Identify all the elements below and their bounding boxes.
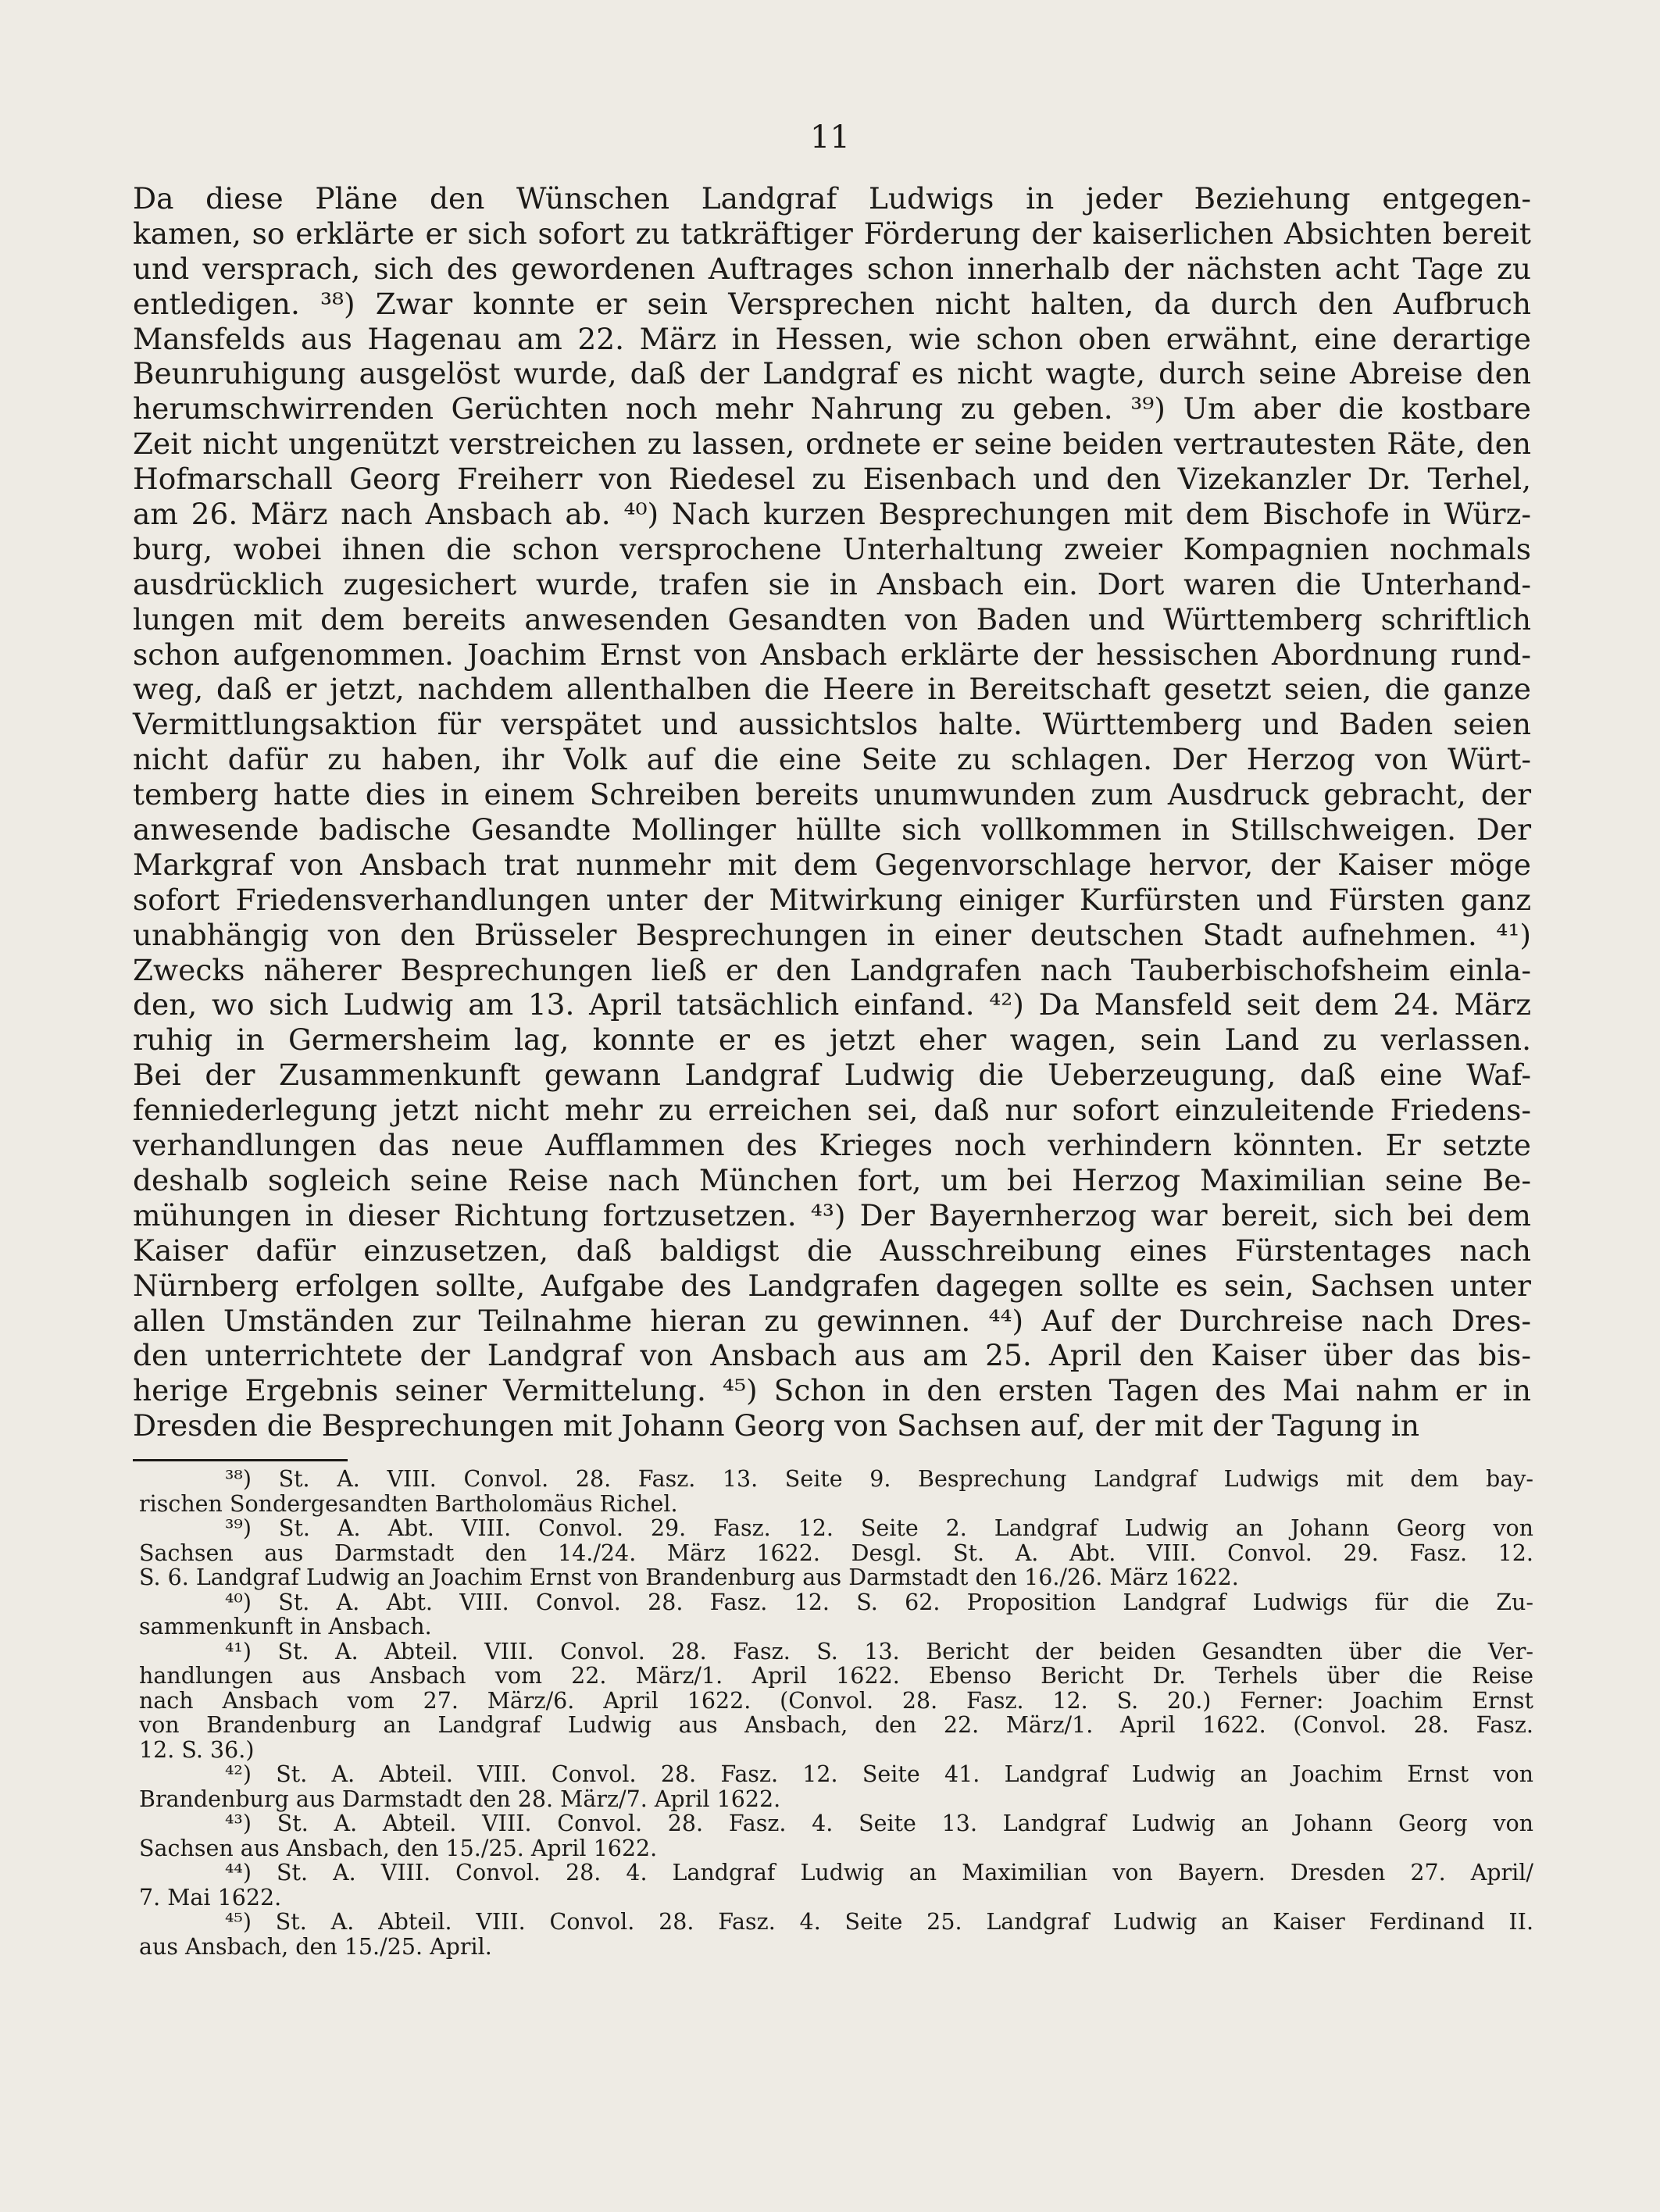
text-line: ruhig in Germersheim lag, konnte er es jetzt eher wagen, sein Land zu verlassen. [133, 1022, 1531, 1058]
footnotes [139, 1467, 1533, 1959]
footnote-line: Sachsen aus Ansbach, den 15./25. April 1622. [139, 1835, 658, 1861]
footnote-line: Sachsen aus Darmstadt den 14./24. März 1622. Desgl. St. A. Abt. VIII. Convol. 29. Fasz. 12. [139, 1539, 1533, 1566]
footnote-line: S. 6. Landgraf Ludwig an Joachim Ernst von Brandenburg aus Darmstadt den 16./26. März 1622. [139, 1564, 1239, 1590]
footnote-line: ⁴⁵) St. A. Abteil. VIII. Convol. 28. Fasz. 4. Seite 25. Landgraf Ludwig an Kaiser Ferdinand II. [225, 1909, 1533, 1935]
text-line: Da diese Pläne den Wünschen Landgraf Ludwigs in jeder Beziehung entgegen- [133, 181, 1531, 216]
footnote-separator [133, 1459, 348, 1461]
footnote-line: ⁴⁰) St. A. Abt. VIII. Convol. 28. Fasz. 12. S. 62. Proposition Landgraf Ludwigs für die Zu- [225, 1589, 1533, 1615]
text-line: den, wo sich Ludwig am 13. April tatsächlich einfand. ⁴²) Da Mansfeld seit dem 24. März [133, 987, 1531, 1022]
text-line: entledigen. ³⁸) Zwar konnte er sein Versprechen nicht halten, da durch den Aufbruch [133, 286, 1531, 321]
text-line: Kaiser dafür einzusetzen, daß baldigst die Ausschreibung eines Fürstentages nach [133, 1233, 1531, 1268]
text-line: Bei der Zusammenkunft gewann Landgraf Ludwig die Ueberzeugung, daß eine Waf- [133, 1058, 1531, 1093]
footnote-line: rischen Sondergesandten Bartholomäus Richel. [139, 1490, 678, 1517]
text-line: mühungen in dieser Richtung fortzusetzen. ⁴³) Der Bayernherzog war bereit, sich bei dem [133, 1197, 1531, 1233]
footnote-line: 12. S. 36.) [139, 1736, 255, 1763]
text-line: kamen, so erklärte er sich sofort zu tatkräftiger Förderung der kaiserlichen Absichten bereit [133, 216, 1531, 251]
text-line: Zeit nicht ungenützt verstreichen zu lassen, ordnete er seine beiden vertrautesten Räte, den [133, 426, 1531, 462]
text-line: und versprach, sich des gewordenen Auftrages schon innerhalb der nächsten acht Tage zu [133, 251, 1531, 286]
footnote [139, 1861, 1533, 1910]
footnote-line: handlungen aus Ansbach vom 22. März/1. April 1622. Ebenso Bericht Dr. Terhels über die Reise [139, 1663, 1533, 1689]
text-line: am 26. März nach Ansbach ab. ⁴⁰) Nach kurzen Besprechungen mit dem Bischofe in Würz- [133, 497, 1531, 532]
text-line: Zwecks näherer Besprechungen ließ er den Landgrafen nach Tauberbischofsheim einla- [133, 952, 1531, 987]
text-line: Dresden die Besprechungen mit Johann Georg von Sachsen auf, der mit der Tagung in [133, 1408, 1420, 1443]
text-line: Markgraf von Ansbach trat nunmehr mit dem Gegenvorschlage hervor, der Kaiser möge [133, 847, 1531, 882]
text-line: Hofmarschall Georg Freiherr von Riedesel zu Eisenbach und den Vizekanzler Dr. Terhel, [133, 462, 1531, 497]
text-line: ausdrücklich zugesichert wurde, trafen sie in Ansbach ein. Dort waren die Unterhand- [133, 566, 1531, 601]
text-line: Mansfelds aus Hagenau am 22. März in Hessen, wie schon oben erwähnt, eine derartige [133, 321, 1531, 356]
footnote-line: nach Ansbach vom 27. März/6. April 1622. (Convol. 28. Fasz. 12. S. 20.) Ferner: Joachim Ernst [139, 1687, 1533, 1714]
text-line: herige Ergebnis seiner Vermittelung. ⁴⁵) Schon in den ersten Tagen des Mai nahm er in [133, 1373, 1531, 1408]
text-line: herumschwirrenden Gerüchten noch mehr Nahrung zu geben. ³⁹) Um aber die kostbare [133, 391, 1531, 426]
text-line: weg, daß er jetzt, nachdem allenthalben die Heere in Bereitschaft gesetzt seien, die ganze [133, 672, 1531, 707]
text-line: sofort Friedensverhandlungen unter der Mitwirkung einiger Kurfürsten und Fürsten ganz [133, 882, 1531, 917]
footnote-line: sammenkunft in Ansbach. [139, 1614, 432, 1639]
text-line: den unterrichtete der Landgraf von Ansbach aus am 25. April den Kaiser über das bis- [133, 1338, 1531, 1373]
text-line: allen Umständen zur Teilnahme hieran zu gewinnen. ⁴⁴) Auf der Durchreise nach Dres- [133, 1303, 1531, 1338]
text-line: anwesende badische Gesandte Mollinger hüllte sich vollkommen in Stillschweigen. Der [133, 812, 1531, 847]
text-line: unabhängig von den Brüsseler Besprechungen in einer deutschen Stadt aufnehmen. ⁴¹) [133, 917, 1531, 952]
footnote [139, 1639, 1533, 1763]
footnote [139, 1516, 1533, 1590]
text-line: schon aufgenommen. Joachim Ernst von Ansbach erklärte der hessischen Abordnung rund- [133, 637, 1531, 672]
footnote [139, 1467, 1533, 1516]
footnote [139, 1910, 1533, 1959]
main-text [133, 181, 1531, 1443]
footnote-line: Brandenburg aus Darmstadt den 28. März/7. April 1622. [139, 1786, 781, 1812]
footnote [139, 1762, 1533, 1811]
text-line: Beunruhigung ausgelöst wurde, daß der Landgraf es nicht wagte, durch seine Abreise den [133, 356, 1531, 391]
text-line: Vermittlungsaktion für verspätet und aussichtslos halte. Württemberg und Baden seien [133, 707, 1531, 742]
text-line: temberg hatte dies in einem Schreiben bereits unumwunden zum Ausdruck gebracht, der [133, 777, 1531, 812]
footnote-line: ⁴¹) St. A. Abteil. VIII. Convol. 28. Fasz. S. 13. Bericht der beiden Gesandten über die Ver- [225, 1638, 1533, 1664]
footnote-line: ⁴⁴) St. A. VIII. Convol. 28. 4. Landgraf Ludwig an Maximilian von Bayern. Dresden 27. April/ [225, 1860, 1533, 1886]
footnote-line: ³⁸) St. A. VIII. Convol. 28. Fasz. 13. Seite 9. Besprechung Landgraf Ludwigs mit dem bay- [225, 1466, 1533, 1492]
text-line: lungen mit dem bereits anwesenden Gesandten von Baden und Württemberg schriftlich [133, 601, 1531, 637]
text-line: deshalb sogleich seine Reise nach München fort, um bei Herzog Maximilian seine Be- [133, 1162, 1531, 1197]
text-line: Nürnberg erfolgen sollte, Aufgabe des Landgrafen dagegen sollte es sein, Sachsen unter [133, 1268, 1531, 1303]
footnote-line: ⁴³) St. A. Abteil. VIII. Convol. 28. Fasz. 4. Seite 13. Landgraf Ludwig an Johann Georg von [225, 1811, 1533, 1836]
footnote-line: von Brandenburg an Landgraf Ludwig aus Ansbach, den 22. März/1. April 1622. (Convol. 28. Fasz. [139, 1712, 1533, 1738]
footnote-line: aus Ansbach, den 15./25. April. [139, 1933, 492, 1960]
footnote-line: 7. Mai 1622. [139, 1884, 282, 1911]
footnote [139, 1811, 1533, 1861]
text-line: nicht dafür zu haben, ihr Volk auf die eine Seite zu schlagen. Der Herzog von Würt- [133, 742, 1531, 777]
text-line: fenniederlegung jetzt nicht mehr zu erreichen sei, daß nur sofort einzuleitende Friedens- [133, 1093, 1531, 1128]
footnote-line: ³⁹) St. A. Abt. VIII. Convol. 29. Fasz. 12. Seite 2. Landgraf Ludwig an Johann Georg von [225, 1515, 1533, 1541]
footnote-line: ⁴²) St. A. Abteil. VIII. Convol. 28. Fasz. 12. Seite 41. Landgraf Ludwig an Joachim Ernst von [225, 1761, 1533, 1787]
page-number: 11 [810, 120, 850, 155]
text-line: verhandlungen das neue Aufflammen des Krieges noch verhindern könnten. Er setzte [133, 1128, 1531, 1163]
footnote [139, 1590, 1533, 1639]
text-line: burg, wobei ihnen die schon versprochene Unterhaltung zweier Kompagnien nochmals [133, 531, 1531, 566]
